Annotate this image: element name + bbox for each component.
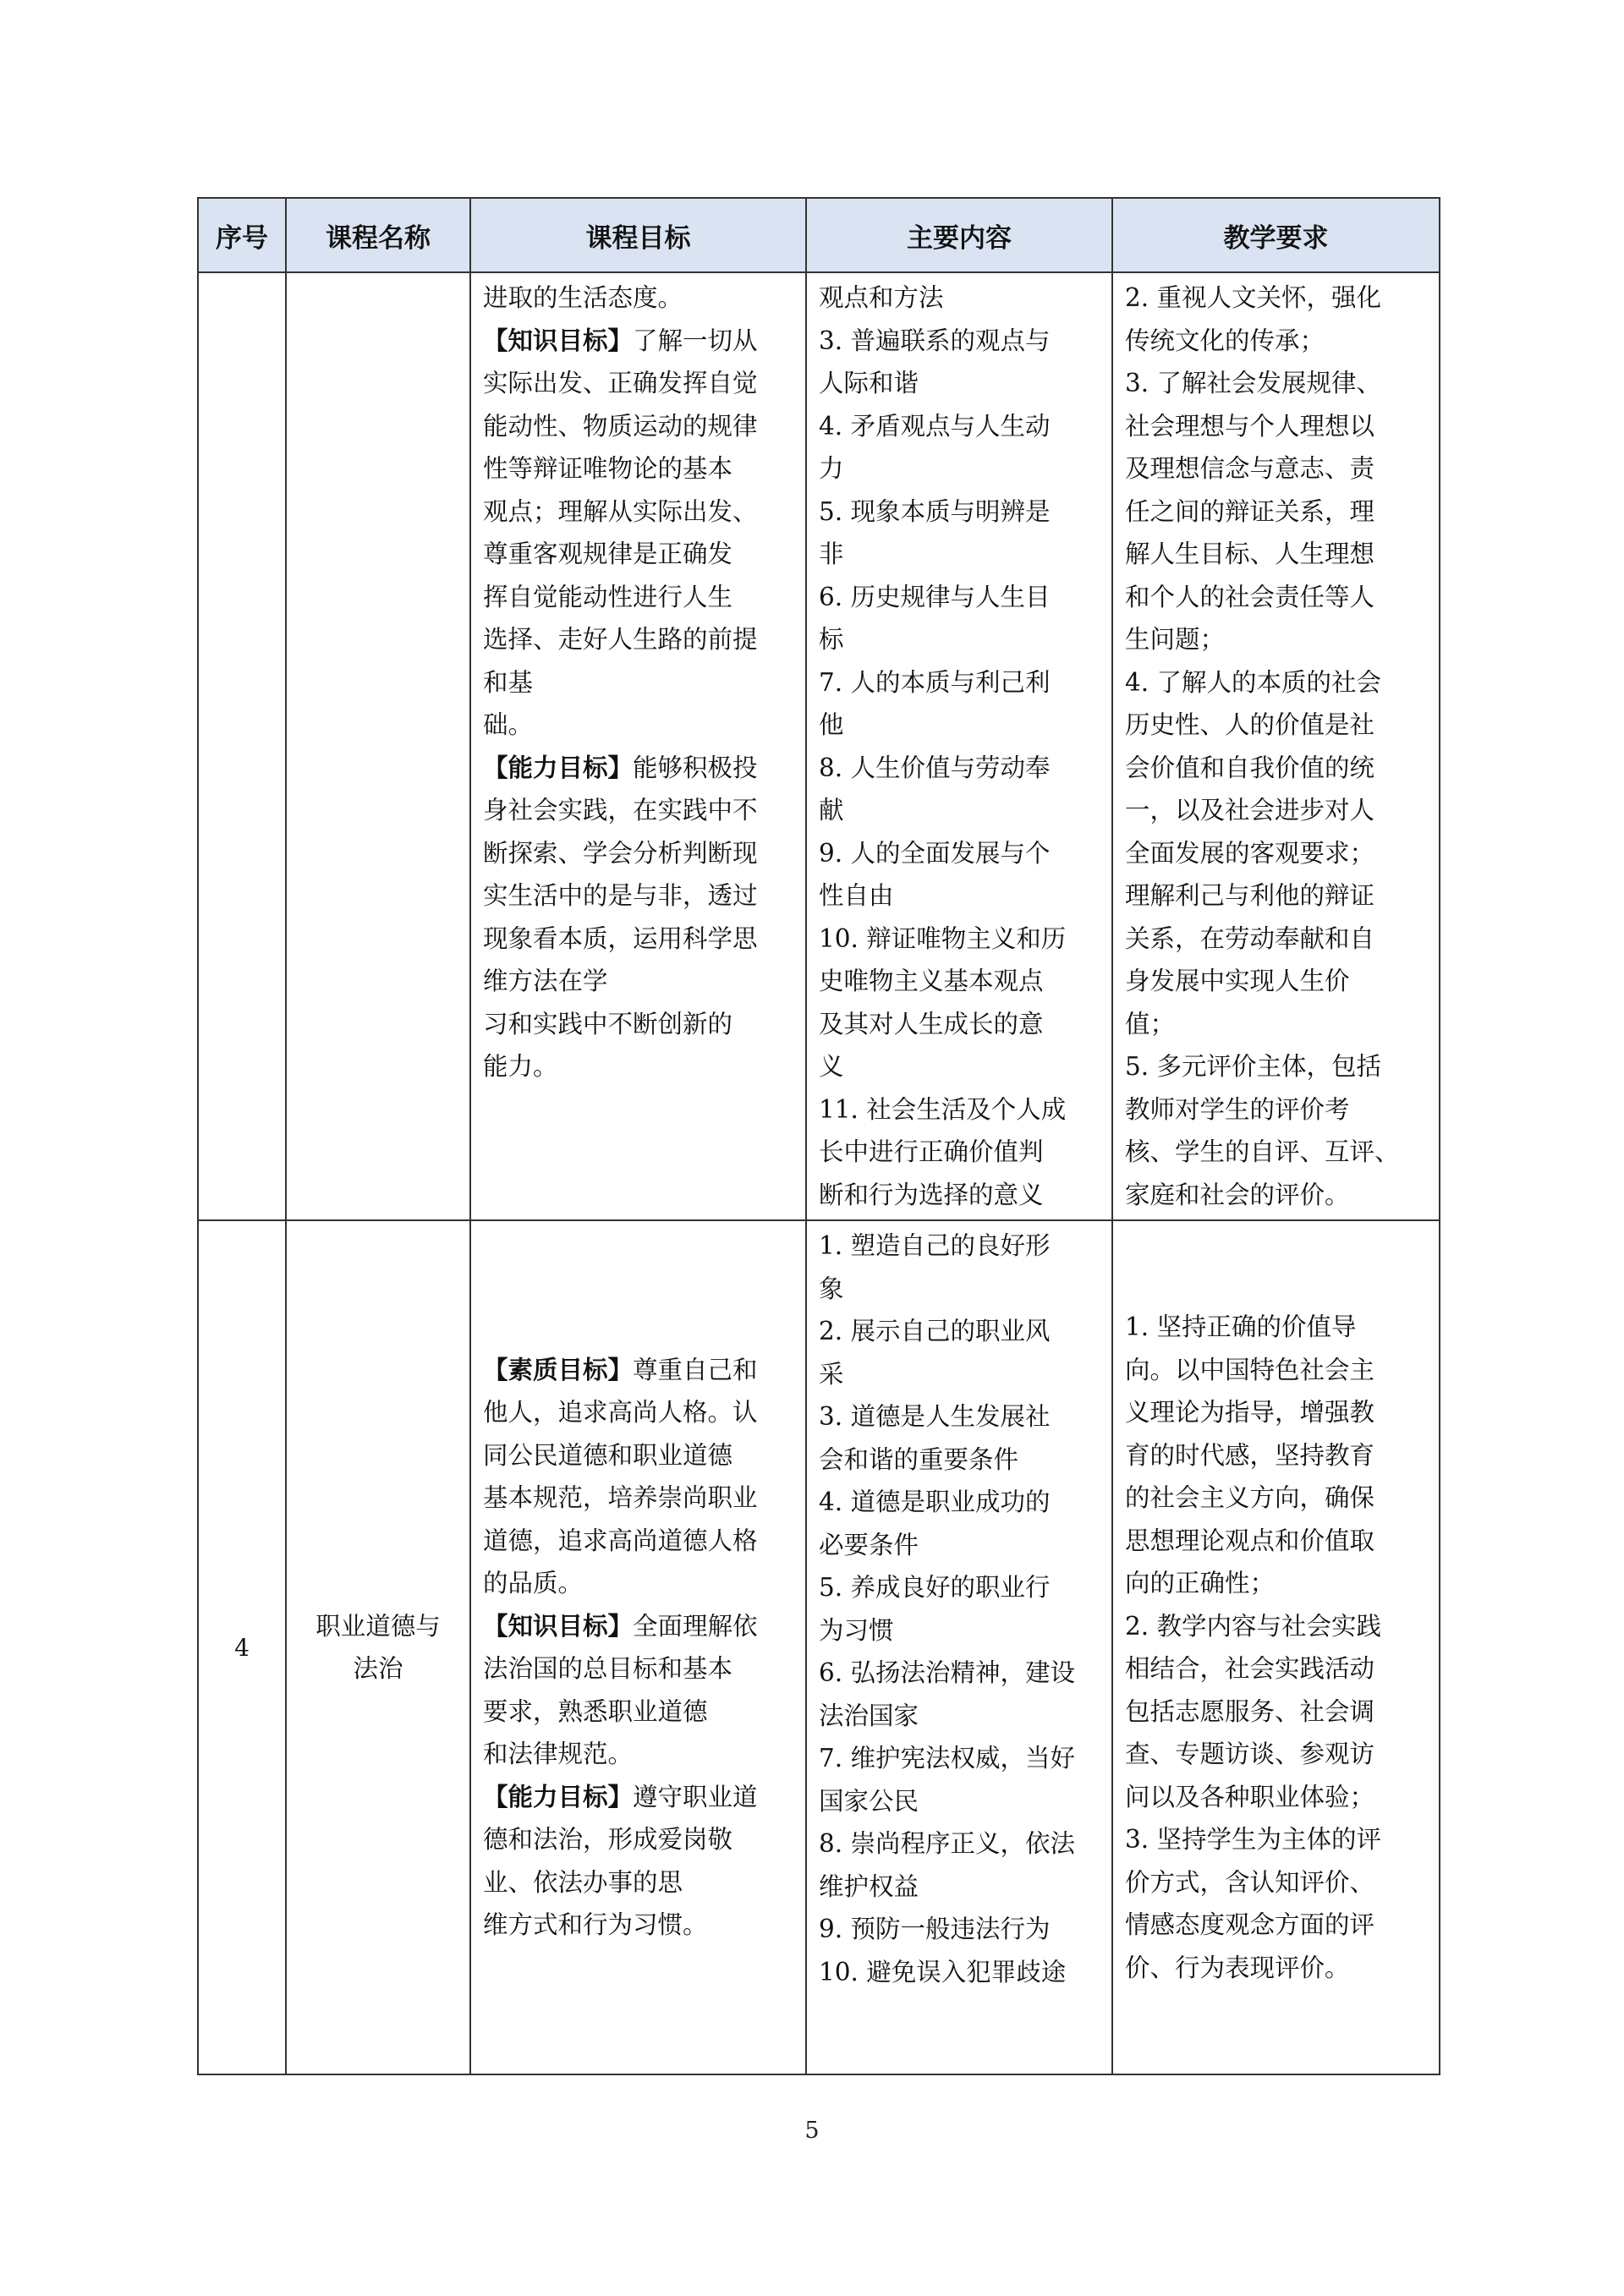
text-line: 解人生目标、人生理想 <box>1125 540 1375 568</box>
goal-label: 【知识目标】 <box>483 326 634 355</box>
text-line: 4. 道德是职业成功的 <box>819 1488 1051 1516</box>
text-line: 向。以中国特色社会主 <box>1125 1355 1375 1384</box>
teaching-requirements <box>1112 1220 1440 2074</box>
text-line: 6. 历史规律与人生目 <box>819 582 1051 611</box>
text-line: 法治国家 <box>819 1701 919 1730</box>
row-number <box>198 272 286 1220</box>
text-line <box>483 1045 793 1088</box>
text-line <box>483 277 793 320</box>
text-line <box>483 832 793 875</box>
text-line: 及理想信念与意志、责 <box>1125 454 1375 483</box>
text-line <box>483 1818 793 1861</box>
text-line <box>483 789 793 832</box>
text-line: 2. 展示自己的职业风 <box>819 1317 1051 1345</box>
goal-text: 挥自觉能动性进行人生 <box>483 582 733 611</box>
text-line: 值； <box>1125 1009 1176 1038</box>
text-line: 社会理想与个人理想以 <box>1125 411 1375 441</box>
goal-label: 【知识目标】 <box>483 1611 634 1641</box>
goal-text: 能动性、物质运动的规律 <box>483 411 758 441</box>
page-number: 5 <box>804 2118 820 2144</box>
goal-text: 他人，追求高尚人格。认 <box>483 1398 758 1427</box>
header-teaching-requirements: 教学要求 <box>1112 198 1440 272</box>
goal-text: 实际出发、正确发挥自觉 <box>483 369 758 397</box>
text-line: 断和行为选择的意义 <box>819 1180 1044 1209</box>
goal-text: 能力。 <box>483 1052 558 1081</box>
text-line <box>483 1003 793 1046</box>
text-line: 1. 塑造自己的良好形 <box>819 1231 1051 1260</box>
text-line <box>483 1861 793 1904</box>
text-line: 家庭和社会的评价。 <box>1125 1180 1350 1209</box>
text-line: 会价值和自我价值的统 <box>1125 753 1375 782</box>
text-line: 价方式，含认知评价、 <box>1125 1867 1375 1897</box>
text-line: 情感态度观念方面的评 <box>1125 1910 1375 1939</box>
goal-text: 和法律规范。 <box>483 1740 634 1768</box>
text-line: 献 <box>819 796 844 825</box>
text-line: 查、专题访谈、参观访 <box>1125 1740 1375 1768</box>
text-line: 2. 教学内容与社会实践 <box>1125 1611 1382 1641</box>
text-line: 核、学生的自评、互评、 <box>1125 1137 1400 1166</box>
goal-text: 尊重自己和 <box>633 1355 758 1384</box>
text-line <box>483 1647 793 1690</box>
text-line: 必要条件 <box>819 1530 919 1559</box>
header-index: 序号 <box>198 198 286 272</box>
text-line: 义 <box>819 1052 844 1081</box>
text-line <box>483 618 793 661</box>
text-line: 价、行为表现评价。 <box>1125 1953 1350 1982</box>
text-line: 维护权益 <box>819 1871 919 1901</box>
text-line <box>483 960 793 1003</box>
text-line <box>483 704 793 747</box>
text-line <box>483 320 793 363</box>
text-line: 一，以及社会进步对人 <box>1125 796 1375 825</box>
text-line: 10. 辩证唯物主义和历 <box>819 923 1067 953</box>
text-line <box>483 405 793 448</box>
text-line: 他 <box>819 710 844 739</box>
text-line <box>483 447 793 490</box>
text-line: 采 <box>819 1359 844 1389</box>
text-line: 教师对学生的评价考 <box>1125 1094 1350 1124</box>
text-line <box>483 533 793 576</box>
text-line: 传统文化的传承； <box>1125 326 1325 355</box>
text-line <box>483 874 793 918</box>
text-line: 和个人的社会责任等人 <box>1125 582 1375 611</box>
text-line: 身发展中实现人生价 <box>1125 967 1350 995</box>
goal-label: 【素质目标】 <box>483 1355 634 1384</box>
text-line <box>483 1562 793 1605</box>
goal-text: 遵守职业道 <box>633 1782 758 1811</box>
text-line: 10. 避免误入犯罪歧途 <box>819 1957 1067 1986</box>
goal-text: 同公民道德和职业道德 <box>483 1440 733 1470</box>
goal-text: 了解一切从 <box>633 326 758 355</box>
text-line: 向的正确性； <box>1125 1569 1276 1597</box>
goal-text: 维方法在学 <box>483 967 608 995</box>
text-line <box>483 576 793 619</box>
text-line: 包括志愿服务、社会调 <box>1125 1696 1375 1726</box>
text-line: 9. 预防一般违法行为 <box>819 1915 1051 1943</box>
text-line: 人际和谐 <box>819 369 919 397</box>
text-line: 观点和方法 <box>819 283 944 312</box>
text-line: 6. 弘扬法治精神，建设 <box>819 1658 1076 1687</box>
text-line: 相结合，社会实践活动 <box>1125 1654 1375 1683</box>
goal-text: 全面理解依 <box>633 1611 758 1641</box>
course-name <box>286 1220 470 2074</box>
curriculum-table <box>197 197 1440 2075</box>
text-line: 会和谐的重要条件 <box>819 1444 1019 1474</box>
text-line <box>483 1605 793 1648</box>
text-line <box>483 490 793 534</box>
goal-text: 维方式和行为习惯。 <box>483 1910 708 1939</box>
goal-text: 基本规范，培养崇尚职业 <box>483 1483 758 1512</box>
text-line: 育的时代感，坚持教育 <box>1125 1440 1375 1470</box>
text-line: 的社会主义方向，确保 <box>1125 1483 1375 1512</box>
goal-text: 德和法治，形成爱岗敬 <box>483 1825 733 1854</box>
text-line: 性自由 <box>819 881 894 910</box>
text-line <box>483 1477 793 1520</box>
text-line: 任之间的辩证关系，理 <box>1125 496 1375 526</box>
header-main-content: 主要内容 <box>806 198 1112 272</box>
goal-text: 尊重客观规律是正确发 <box>483 540 733 568</box>
text-line: 理解利己与利他的辩证 <box>1125 881 1375 910</box>
text-line: 9. 人的全面发展与个 <box>819 838 1051 868</box>
text-line: 及其对人生成长的意 <box>819 1009 1044 1038</box>
text-line <box>483 1733 793 1776</box>
text-line: 3. 道德是人生发展社 <box>819 1402 1051 1431</box>
text-line: 思想理论观点和价值取 <box>1125 1526 1375 1555</box>
text-line <box>483 1904 793 1947</box>
text-line: 7. 人的本质与利己利 <box>819 667 1051 697</box>
text-line: 职业道德与 <box>315 1611 441 1641</box>
text-line: 5. 现象本质与明辨是 <box>819 496 1051 526</box>
text-line: 关系，在劳动奉献和自 <box>1125 923 1375 953</box>
text-line <box>483 1434 793 1477</box>
header-course-goal: 课程目标 <box>470 198 806 272</box>
course-goals <box>470 272 806 1220</box>
text-line <box>483 1391 793 1434</box>
goal-text: 法治国的总目标和基本 <box>483 1654 733 1683</box>
text-line: 生问题； <box>1125 625 1226 654</box>
text-line: 问以及各种职业体验； <box>1125 1782 1375 1811</box>
text-line <box>483 661 793 704</box>
text-line: 3. 了解社会发展规律、 <box>1125 369 1382 397</box>
text-line <box>483 1349 793 1392</box>
goal-text: 业、依法办事的思 <box>483 1867 683 1897</box>
goal-text: 和基 <box>483 667 534 697</box>
text-line: 7. 维护宪法权威，当好 <box>819 1744 1076 1773</box>
text-line: 5. 多元评价主体，包括 <box>1125 1052 1382 1081</box>
text-line: 4. 了解人的本质的社会 <box>1125 667 1382 697</box>
goal-text: 的品质。 <box>483 1569 584 1597</box>
goal-text: 道德，追求高尚道德人格 <box>483 1526 758 1555</box>
row-number: 4 <box>198 1220 286 2074</box>
text-line: 4. 矛盾观点与人生动 <box>819 411 1051 441</box>
text-line: 3. 普遍联系的观点与 <box>819 326 1051 355</box>
text-line: 长中进行正确价值判 <box>819 1137 1044 1166</box>
main-content <box>806 1220 1112 2074</box>
goal-text: 进取的生活态度。 <box>483 283 683 312</box>
text-line: 国家公民 <box>819 1786 919 1816</box>
goal-label: 【能力目标】 <box>483 1782 634 1811</box>
text-line <box>483 1690 793 1734</box>
goal-text: 选择、走好人生路的前提 <box>483 625 758 654</box>
table-header-row <box>198 198 1440 272</box>
text-line <box>483 362 793 405</box>
text-line: 5. 养成良好的职业行 <box>819 1573 1051 1602</box>
text-line <box>483 1520 793 1563</box>
text-line: 为习惯 <box>819 1615 894 1645</box>
goal-text: 要求，熟悉职业道德 <box>483 1696 708 1726</box>
text-line: 力 <box>819 454 844 483</box>
text-line: 非 <box>819 540 844 568</box>
header-course-name: 课程名称 <box>286 198 470 272</box>
text-line: 3. 坚持学生为主体的评 <box>1125 1825 1382 1854</box>
teaching-requirements <box>1112 272 1440 1220</box>
goal-text: 断探索、学会分析判断现 <box>483 838 758 868</box>
goal-text: 观点；理解从实际出发、 <box>483 496 758 526</box>
text-line: 8. 崇尚程序正义，依法 <box>819 1829 1076 1858</box>
table-row <box>198 272 1440 1220</box>
text-line: 法治 <box>353 1654 403 1683</box>
text-line: 8. 人生价值与劳动奉 <box>819 753 1051 782</box>
text-line: 史唯物主义基本观点 <box>819 967 1044 995</box>
goal-text: 础。 <box>483 710 534 739</box>
table-row <box>198 1220 1440 2074</box>
goal-text: 性等辩证唯物论的基本 <box>483 454 733 483</box>
goal-text: 身社会实践，在实践中不 <box>483 796 758 825</box>
text-line: 11. 社会生活及个人成 <box>819 1094 1067 1124</box>
text-line <box>483 747 793 790</box>
course-name <box>286 272 470 1220</box>
goal-text: 能够积极投 <box>633 753 758 782</box>
goal-label: 【能力目标】 <box>483 753 634 782</box>
goal-text: 现象看本质，运用科学思 <box>483 923 758 953</box>
goal-text: 实生活中的是与非，透过 <box>483 881 758 910</box>
text-line: 2. 重视人文关怀，强化 <box>1125 283 1382 312</box>
text-line: 义理论为指导，增强教 <box>1125 1398 1375 1427</box>
text-line: 历史性、人的价值是社 <box>1125 710 1375 739</box>
text-line: 标 <box>819 625 844 654</box>
text-line <box>483 918 793 961</box>
text-line: 全面发展的客观要求； <box>1125 838 1375 868</box>
goal-text: 习和实践中不断创新的 <box>483 1009 733 1038</box>
main-content <box>806 272 1112 1220</box>
text-line: 1. 坚持正确的价值导 <box>1125 1312 1357 1341</box>
course-goals <box>470 1220 806 2074</box>
text-line: 象 <box>819 1274 844 1303</box>
text-line <box>483 1776 793 1819</box>
